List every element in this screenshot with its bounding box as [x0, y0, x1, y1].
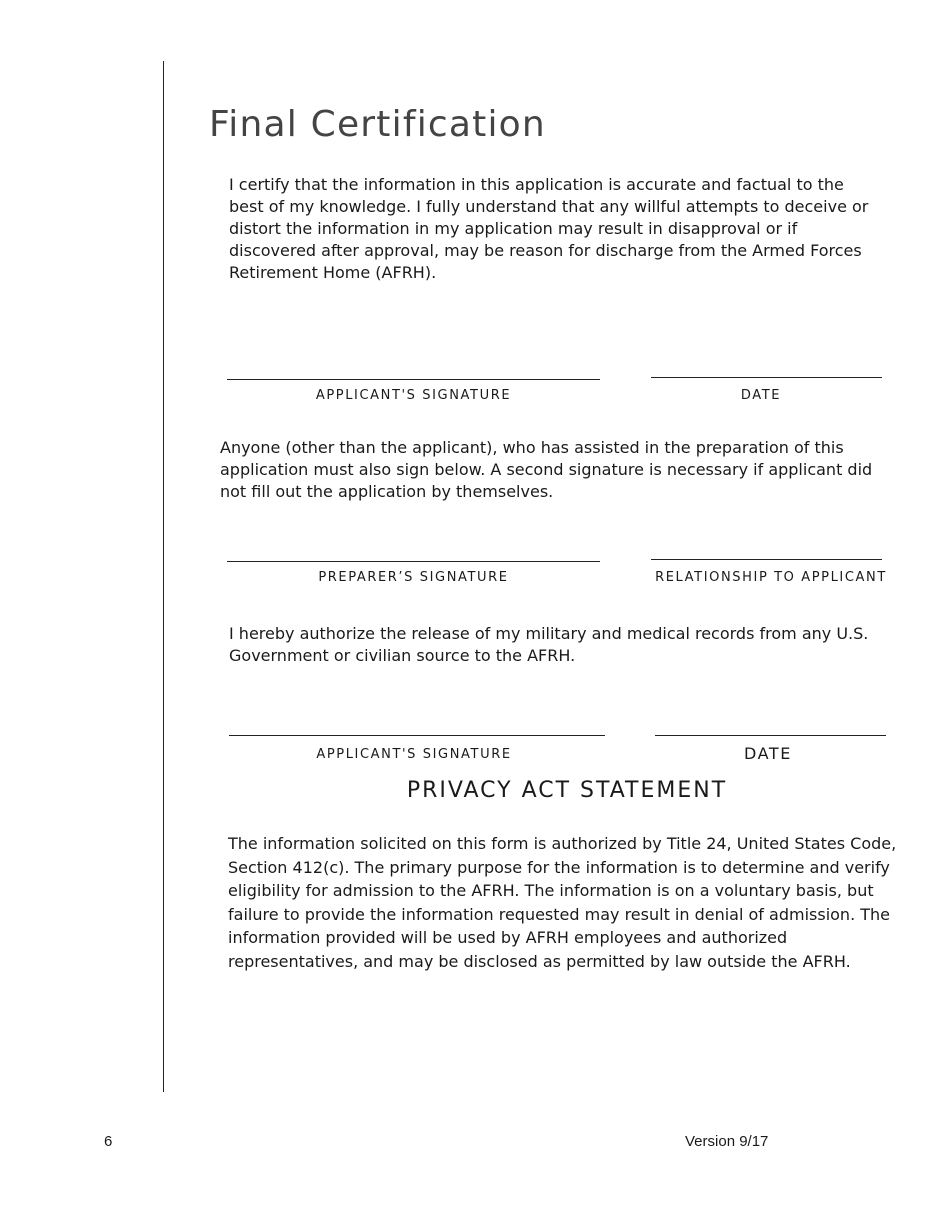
applicant-signature-line[interactable]: [227, 379, 600, 380]
page-title: Final Certification: [209, 104, 546, 146]
privacy-heading: PRIVACY ACT STATEMENT: [406, 778, 728, 803]
date-line[interactable]: [651, 377, 882, 378]
applicant-signature-label: APPLICANT'S SIGNATURE: [315, 388, 512, 403]
relationship-line[interactable]: [651, 559, 882, 560]
relationship-label: RELATIONSHIP TO APPLICANT: [655, 570, 887, 585]
left-margin-rule: [163, 61, 164, 1092]
privacy-statement: The information solicited on this form is authorized by Title 24, United States Code, Section 412(c). The primary purpose for the information is to determine and verify eligibility for admission to the AFRH. The information is on a voluntary basis, but failure to provide the information requested may result in denial of admission. The information provided will be used by AFRH employees and authorized representatives, and may be disclosed as permitted by law outside the AFRH.: [228, 834, 897, 971]
preparer-signature-label: PREPARER’S SIGNATURE: [318, 570, 509, 585]
preparer-note: Anyone (other than the applicant), who has assisted in the preparation of this application must also sign below. A second signature is necessary if applicant did not fill out the application by themselves.: [220, 438, 873, 501]
preparer-signature-line[interactable]: [227, 561, 600, 562]
date-label: DATE: [740, 388, 782, 403]
records-authorization: I hereby authorize the release of my military and medical records from any U.S. Government or civilian source to the AFRH.: [229, 624, 869, 665]
applicant-signature-line-2[interactable]: [229, 735, 605, 736]
version-label: Version 9/17: [685, 1133, 769, 1150]
page-number: 6: [104, 1133, 113, 1150]
date-label-2: DATE: [743, 744, 793, 763]
date-line-2[interactable]: [655, 735, 886, 736]
applicant-signature-label-2: APPLICANT'S SIGNATURE: [316, 747, 512, 762]
certification-statement: I certify that the information in this application is accurate and factual to the best of my knowledge. I fully understand that any willful attempts to deceive or distort the information in my application may result in disapproval or if discovered after approval, may be reason for discharge from the Armed Forces Retirement Home (AFRH).: [229, 175, 869, 282]
